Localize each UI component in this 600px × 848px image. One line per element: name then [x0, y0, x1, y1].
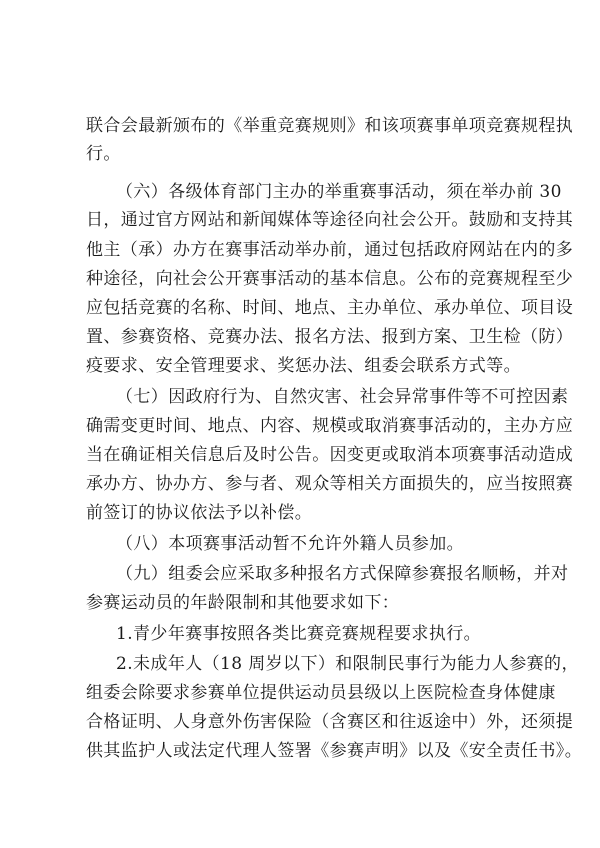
- text-line: 组委会除要求参赛单位提供运动员县级以上医院检查身体健康: [86, 683, 556, 703]
- text-line: 置、参赛资格、竞赛办法、报名方法、报到方案、卫生检（防）: [86, 327, 574, 347]
- text-line: 种途径，向社会公开赛事活动的基本信息。公布的竞赛规程至少: [86, 269, 574, 289]
- text-line: 合格证明、人身意外伤害保险（含赛区和往返途中）外，还须提: [86, 712, 574, 732]
- text-line: 1.青少年赛事按照各类比赛竞赛规程要求执行。: [116, 624, 482, 644]
- text-line: （六）各级体育部门主办的举重赛事活动，须在举办前 30: [116, 182, 562, 202]
- text-line: 应包括竞赛的名称、时间、地点、主办单位、承办单位、项目设: [86, 298, 574, 318]
- text-line: 日，通过官方网站和新闻媒体等途径向社会公开。鼓励和支持其: [86, 210, 574, 230]
- text-line: 疫要求、安全管理要求、奖惩办法、组委会联系方式等。: [86, 356, 521, 376]
- text-line: 参赛运动员的年龄限制和其他要求如下：: [86, 593, 400, 613]
- text-line: 前签订的协议依法予以补偿。: [86, 503, 313, 523]
- text-line: 联合会最新颁布的《举重竞赛规则》和该项赛事单项竞赛规程执: [86, 116, 574, 136]
- text-line: 供其监护人或法定代理人签署《参赛声明》以及《安全责任书》。: [86, 741, 583, 761]
- text-line: （八）本项赛事活动暂不允许外籍人员参加。: [116, 534, 464, 554]
- text-line: 当在确证相关信息后及时公告。因变更或取消本项赛事活动造成: [86, 445, 574, 465]
- text-line: 他主（承）办方在赛事活动举办前，通过包括政府网站在内的多: [86, 240, 574, 260]
- text-line: 承办方、协办方、参与者、观众等相关方面损失的，应当按照赛: [86, 474, 574, 494]
- text-line: （七）因政府行为、自然灾害、社会异常事件等不可控因素: [116, 387, 569, 407]
- text-line: 2.未成年人（18 周岁以下）和限制民事行为能力人参赛的，: [116, 654, 579, 674]
- text-line: （九）组委会应采取多种报名方式保障参赛报名顺畅，并对: [116, 564, 569, 584]
- text-line: 行。: [86, 144, 121, 164]
- text-line: 确需变更时间、地点、内容、规模或取消赛事活动的，主办方应: [86, 416, 574, 436]
